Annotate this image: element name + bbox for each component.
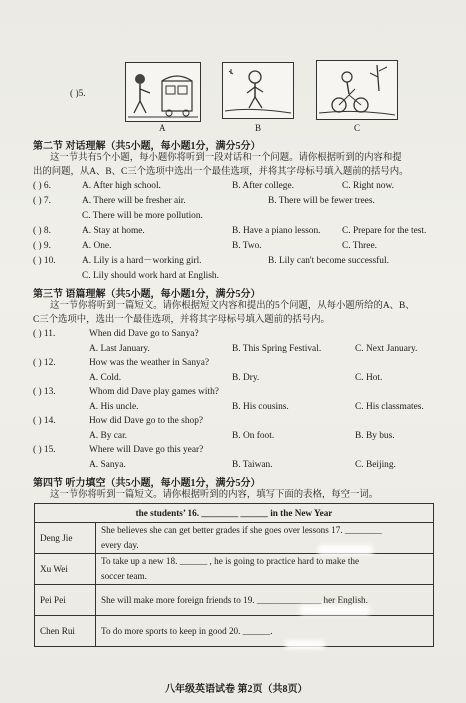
q11-option-a: A. Last January. [89, 344, 150, 354]
q12-option-a: A. Cold. [89, 373, 122, 383]
section3-intro-line1: 这一节你将听到一篇短文。请你根据短文内容和提出的5个问题，从每小题所给的A、B、 [50, 301, 415, 311]
table-row [35, 523, 434, 554]
q15-number: ( ) 15. [33, 445, 56, 455]
row-content-xu-wei [96, 554, 434, 585]
q10-option-b: B. Lily can't become successful. [268, 256, 389, 266]
q7-option-a: A. There will be fresher air. [82, 196, 186, 206]
section4-heading: 第四节 听力填空（共5小题，每小题1分，满分5分） [33, 478, 261, 489]
table-header-row [35, 504, 434, 523]
q11-option-b: B. This Spring Festival. [232, 344, 322, 354]
listening-fill-table [34, 503, 434, 647]
q12-number: ( ) 12. [33, 358, 56, 368]
picture-a-label: A [159, 123, 166, 133]
q10-number: ( ) 10. [33, 256, 56, 266]
q8-option-c: C. Prepare for the test. [342, 226, 427, 236]
q6-option-a: A. After high school. [82, 181, 161, 191]
row-content-pei-pei [96, 585, 434, 616]
q8-number: ( ) 8. [33, 226, 51, 236]
row-content-deng-jie [96, 523, 434, 554]
cycling-boy-illustration [317, 61, 397, 119]
q12-option-b: B. Dry. [232, 373, 260, 383]
q13-option-b: B. His cousins. [232, 402, 289, 412]
table-row [35, 616, 434, 647]
row-text-line: To take up a new 18. ______ , he is going to practice hard to make the [101, 556, 360, 566]
table-header-cell: the students’ 16. ________ ______ in the New Year [35, 504, 434, 523]
row-name-pei-pei: Pei Pei [35, 585, 96, 616]
q14-option-a: A. By car. [89, 431, 128, 441]
q7-option-b: B. There will be fewer trees. [268, 196, 375, 206]
picture-b-walking [222, 62, 294, 119]
q9-option-b: B. Two. [232, 241, 262, 251]
section4-intro: 这一节你将听到一篇短文。请你根据听到的内容，填写下面的表格，每空一词。 [50, 490, 379, 500]
q10-option-a: A. Lily is a hard－working girl. [82, 256, 202, 266]
section3-intro-line2: C三个选项中，选出一个最佳选项，并将其字母标号填入题前的括号内。 [33, 315, 330, 325]
q6-option-b: B. After college. [232, 181, 294, 191]
q14-option-c: B. By bus. [355, 431, 395, 441]
q11-number: ( ) 11. [33, 329, 56, 339]
q15-option-c: C. Beijing. [355, 460, 396, 470]
q13-stem: Whom did Dave play games with? [89, 387, 219, 397]
picture-c-label: C [354, 123, 361, 133]
q9-number: ( ) 9. [33, 241, 51, 251]
q15-option-b: B. Taiwan. [232, 460, 273, 470]
blur-patch [318, 545, 373, 555]
picture-b-label: B [255, 123, 262, 133]
section2-heading: 第二节 对话理解（共5小题，每小题1分，满分5分） [33, 141, 261, 152]
q14-number: ( ) 14. [33, 416, 56, 426]
q12-stem: How was the weather in Sanya? [89, 358, 210, 368]
bleed-through-text [414, 96, 416, 105]
table-row [35, 585, 434, 616]
q5-number: ( )5. [70, 89, 86, 99]
q7-option-c: C. There will be more pollution. [82, 211, 203, 221]
picture-a-bus-stop [125, 62, 201, 122]
q11-option-c: C. Next January. [355, 344, 418, 354]
q15-stem: Where will Dave go this year? [89, 445, 204, 455]
section2-intro-line2: 出的问题，从A、B、C三个选项中选出一个最佳选项，并将其字母标号填入题前的括号内。 [33, 167, 409, 177]
table-row [35, 554, 434, 585]
page-footer: 八年级英语试卷 第2页（共8页） [165, 684, 308, 695]
q14-option-b: B. On foot. [232, 431, 275, 441]
section3-heading: 第三节 语篇理解（共5小题，每小题1分，满分5分） [33, 289, 261, 300]
row-content-chen-rui [96, 616, 434, 647]
q14-stem: How did Dave go to the shop? [89, 416, 204, 426]
row-name-xu-wei: Xu Wei [35, 554, 96, 585]
row-text-line: She will make more foreign friends to 19. ______________ her English. [101, 594, 368, 605]
q9-option-a: A. One. [82, 241, 112, 251]
q12-option-c: C. Hot. [355, 373, 383, 383]
row-text-line: every day. [101, 540, 139, 550]
q6-option-c: C. Right now. [342, 181, 395, 191]
q13-option-a: A. His uncle. [89, 402, 139, 412]
q7-number: ( ) 7. [33, 196, 51, 206]
q8-option-b: B. Have a piano lesson. [232, 226, 321, 236]
q6-number: ( ) 6. [33, 181, 51, 191]
section2-intro-line1: 这一节共有5个小题，每小题你将听到一段对话和一个问题。请你根据听到的内容和提 [50, 153, 402, 163]
q10-option-c: C. Lily should work hard at English. [82, 271, 219, 281]
q9-option-c: C. Three. [342, 241, 377, 251]
blur-patch [285, 640, 325, 649]
row-text-line: soccer team. [101, 571, 147, 581]
q13-number: ( ) 13. [33, 387, 56, 397]
row-text-line: To do more sports to keep in good 20. ______. [101, 625, 273, 636]
blur-patch [300, 605, 370, 615]
row-name-deng-jie: Deng Jie [35, 523, 96, 554]
picture-c-cycling [316, 60, 398, 120]
row-text-line: She believes she can get better grades if she goes over lessons 17. ________ [101, 525, 382, 535]
q13-option-c: C. His classmates. [355, 402, 424, 412]
row-name-chen-rui: Chen Rui [35, 616, 96, 647]
q11-stem: When did Dave go to Sanya? [89, 329, 199, 339]
q15-option-a: A. Sanya. [89, 460, 126, 470]
q8-option-a: A. Stay at home. [82, 226, 145, 236]
bus-stop-illustration [126, 63, 200, 121]
walking-boy-illustration [223, 63, 293, 118]
